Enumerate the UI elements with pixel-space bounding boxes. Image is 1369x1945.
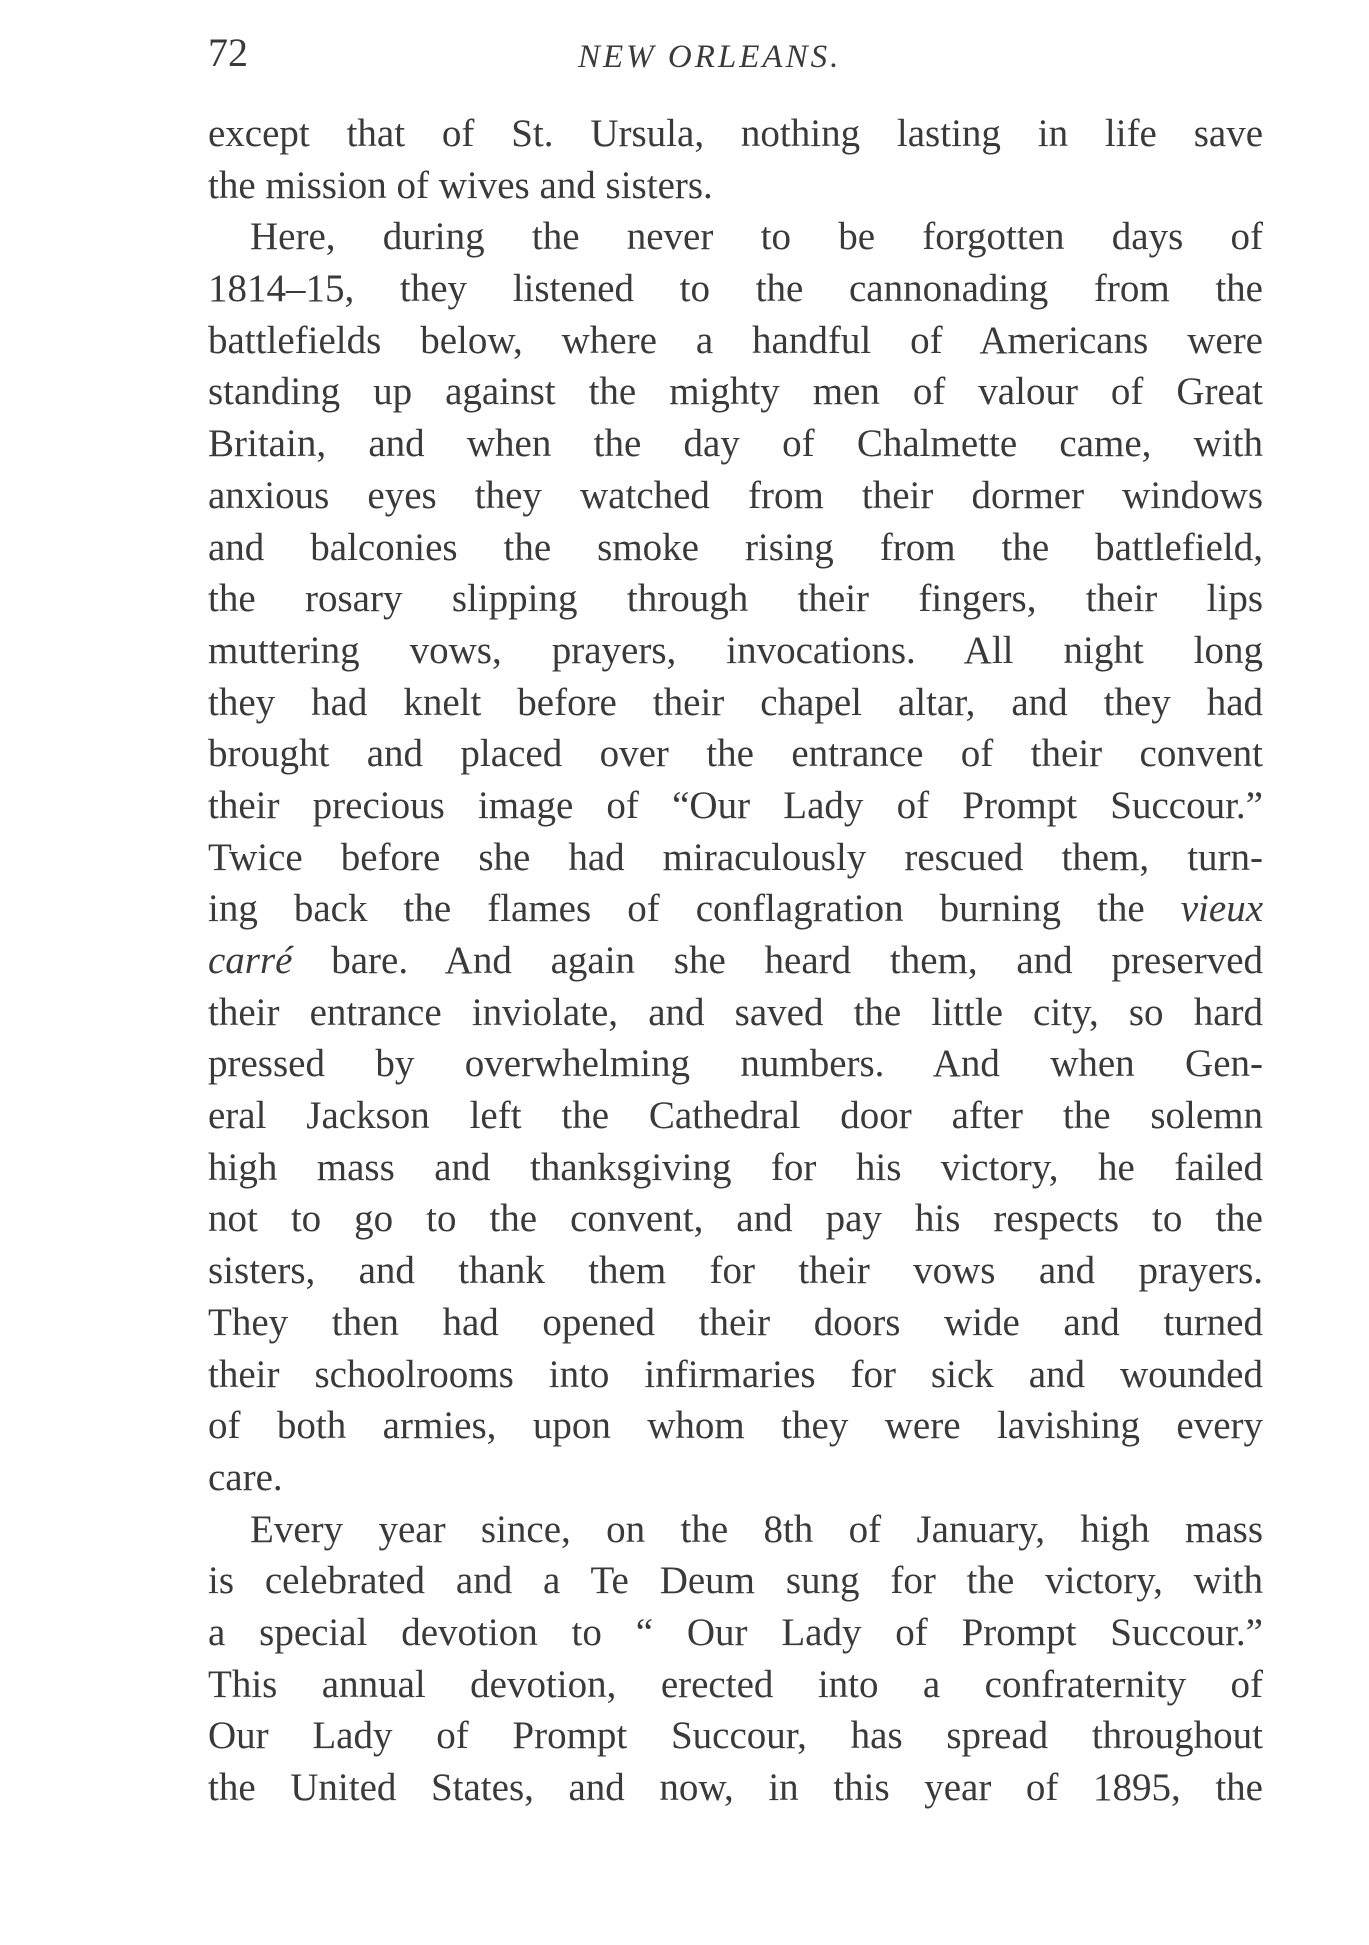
text-line: the rosary slipping through their fingers, their lips xyxy=(208,577,1263,621)
text-line: they had knelt before their chapel altar, and they had xyxy=(208,680,1263,724)
text-line: of both armies, upon whom they were lavishing every xyxy=(208,1404,1263,1448)
text-line: sisters, and thank them for their vows and prayers. xyxy=(208,1249,1263,1293)
text-segment: bare. And again she heard them, and preserved xyxy=(331,939,1264,982)
running-title: NEW ORLEANS. xyxy=(578,39,842,75)
text-line: Twice before she had miraculously rescued them, turn- xyxy=(208,835,1263,879)
text-line: is celebrated and a Te Deum sung for the victory, with xyxy=(208,1559,1263,1603)
paragraph-start-line: Here, during the never to be forgotten days of xyxy=(250,215,1263,259)
text-line: the mission of wives and sisters. xyxy=(208,163,713,207)
text-line: the United States, and now, in this year of 1895, the xyxy=(208,1766,1263,1809)
text-line: 1814–15, they listened to the cannonading from the xyxy=(208,267,1263,311)
text-line: high mass and thanksgiving for his victory, he failed xyxy=(208,1145,1263,1189)
text-segment: ing back the flames of conflagration burning the xyxy=(208,887,1145,931)
italic-term: vieux xyxy=(1180,887,1263,931)
text-line: brought and placed over the entrance of their convent xyxy=(208,732,1263,776)
text-line: not to go to the convent, and pay his respects to the xyxy=(208,1197,1263,1241)
text-line: They then had opened their doors wide and turned xyxy=(208,1300,1263,1344)
text-line: Britain, and when the day of Chalmette came, with xyxy=(208,422,1263,466)
text-line: care. xyxy=(208,1455,283,1499)
text-line: This annual devotion, erected into a confraternity of xyxy=(208,1662,1263,1706)
text-line xyxy=(208,935,1263,987)
text-line: battlefields below, where a handful of Americans were xyxy=(208,318,1263,362)
text-line: except that of St. Ursula, nothing lasting in life save xyxy=(208,112,1263,155)
text-line: pressed by overwhelming numbers. And when Gen- xyxy=(208,1042,1263,1086)
text-line: their precious image of “Our Lady of Prompt Succour.” xyxy=(208,783,1263,827)
text-line: their schoolrooms into infirmaries for sick and wounded xyxy=(208,1352,1263,1396)
text-line: standing up against the mighty men of valour of Great xyxy=(208,370,1263,414)
text-line: eral Jackson left the Cathedral door after the solemn xyxy=(208,1094,1263,1138)
text-line: a special devotion to “ Our Lady of Prompt Succour.” xyxy=(208,1610,1263,1654)
text-line: Our Lady of Prompt Succour, has spread throughout xyxy=(208,1714,1263,1758)
text-line: their entrance inviolate, and saved the little city, so hard xyxy=(208,990,1263,1034)
italic-term: carré xyxy=(208,939,293,982)
paragraph-start-line: Every year since, on the 8th of January, high mass xyxy=(250,1507,1263,1551)
page-header xyxy=(208,24,1263,84)
text-line: muttering vows, prayers, invocations. All night long xyxy=(208,628,1263,672)
text-line: anxious eyes they watched from their dormer windows xyxy=(208,473,1263,517)
text-line: and balconies the smoke rising from the battlefield, xyxy=(208,525,1263,569)
page-number: 72 xyxy=(208,30,248,75)
body-text xyxy=(208,108,1263,1814)
text-line xyxy=(208,883,1263,935)
